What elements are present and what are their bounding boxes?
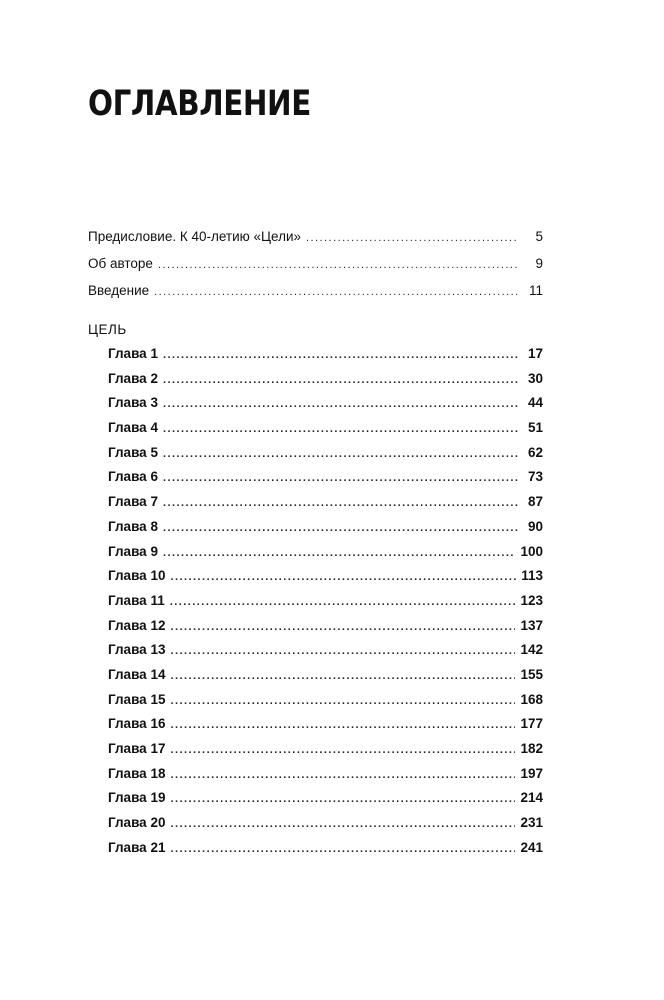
chapter-entry	[108, 840, 543, 865]
chapter-page: 113	[521, 568, 543, 584]
dot-leader	[170, 744, 515, 756]
chapter-label: Глава 16	[108, 716, 166, 732]
chapter-entry	[108, 766, 543, 791]
dot-leader	[170, 843, 515, 855]
chapter-label: Глава 1	[108, 346, 158, 361]
chapter-entry	[108, 346, 543, 371]
chapter-page: 30	[527, 370, 543, 386]
chapter-label: Глава 7	[108, 494, 158, 510]
dot-leader	[163, 522, 518, 534]
chapter-label: Глава 15	[108, 691, 166, 707]
chapter-page: 241	[520, 839, 543, 855]
dot-leader	[163, 374, 518, 386]
chapter-list	[108, 346, 543, 864]
chapter-page: 100	[520, 543, 543, 559]
chapter-label: Глава 20	[108, 815, 166, 831]
chapter-page: 214	[520, 790, 543, 806]
chapter-entry	[108, 568, 543, 593]
chapter-entry	[108, 593, 543, 618]
chapter-entry	[108, 692, 543, 717]
chapter-entry	[108, 741, 543, 766]
toc-entry-label: Предисловие. К 40-летию «Цели»	[88, 229, 301, 244]
chapter-label: Глава 3	[108, 395, 158, 411]
front-matter-list	[88, 229, 543, 309]
chapter-entry	[108, 716, 543, 741]
chapter-label: Глава 19	[108, 790, 166, 806]
toc-entry	[88, 283, 543, 310]
toc-entry	[88, 229, 543, 256]
chapter-page: 142	[520, 642, 543, 658]
chapter-page: 155	[520, 666, 543, 682]
chapter-page: 51	[527, 420, 543, 436]
chapter-entry	[108, 494, 543, 519]
dot-leader	[170, 645, 515, 657]
dot-leader	[170, 719, 515, 731]
dot-leader	[170, 621, 515, 633]
dot-leader	[170, 818, 515, 830]
chapter-label: Глава 10	[108, 568, 166, 584]
chapter-label: Глава 11	[108, 592, 165, 608]
chapter-entry	[108, 445, 543, 470]
chapter-entry	[108, 642, 543, 667]
toc-entry-label: Об авторе	[88, 255, 153, 271]
dot-leader	[170, 596, 516, 608]
dot-leader	[163, 497, 518, 509]
chapter-label: Глава 9	[108, 543, 158, 559]
toc-entry-page: 5	[535, 229, 543, 244]
chapter-entry	[108, 618, 543, 643]
dot-leader	[170, 695, 515, 707]
chapter-entry	[108, 420, 543, 445]
dot-leader	[170, 571, 516, 583]
chapter-label: Глава 12	[108, 617, 166, 633]
chapter-label: Глава 18	[108, 765, 166, 781]
chapter-entry	[108, 544, 543, 569]
chapter-page: 44	[527, 395, 543, 411]
chapter-label: Глава 17	[108, 741, 166, 756]
dot-leader	[154, 286, 518, 298]
dot-leader	[170, 670, 515, 682]
chapter-page: 168	[520, 691, 543, 707]
toc-entry-page: 11	[528, 282, 543, 298]
chapter-page: 87	[527, 494, 543, 510]
dot-leader	[163, 423, 518, 435]
dot-leader	[163, 349, 518, 361]
chapter-entry	[108, 790, 543, 815]
chapter-page: 177	[520, 716, 543, 732]
chapter-page: 197	[520, 765, 543, 781]
chapter-page: 137	[520, 617, 543, 633]
chapter-entry	[108, 667, 543, 692]
chapter-page: 231	[520, 815, 543, 831]
dot-leader	[163, 398, 518, 410]
chapter-entry	[108, 395, 543, 420]
chapter-label: Глава 21	[108, 839, 166, 855]
chapter-entry	[108, 469, 543, 494]
toc-entry	[88, 256, 543, 283]
page-title: ОГЛАВЛЕНИЕ	[88, 84, 311, 124]
chapter-label: Глава 14	[108, 666, 166, 682]
chapter-entry	[108, 519, 543, 544]
chapter-entry	[108, 371, 543, 396]
chapter-label: Глава 8	[108, 518, 158, 534]
chapter-entry	[108, 815, 543, 840]
dot-leader	[306, 232, 518, 244]
chapter-label: Глава 13	[108, 642, 166, 658]
chapter-page: 90	[527, 518, 543, 534]
section-title: ЦЕЛЬ	[88, 322, 127, 337]
chapter-label: Глава 4	[108, 420, 158, 436]
chapter-label: Глава 6	[108, 469, 158, 485]
chapter-page: 62	[527, 444, 543, 460]
dot-leader	[163, 472, 518, 484]
dot-leader	[170, 769, 515, 781]
chapter-page: 17	[527, 346, 543, 361]
chapter-page: 182	[520, 741, 543, 756]
dot-leader	[170, 793, 515, 805]
dot-leader	[158, 259, 518, 271]
chapter-page: 73	[527, 469, 543, 485]
toc-entry-page: 9	[535, 255, 543, 271]
chapter-label: Глава 2	[108, 370, 158, 386]
dot-leader	[163, 547, 516, 559]
chapter-label: Глава 5	[108, 444, 158, 460]
toc-entry-label: Введение	[88, 282, 150, 298]
dot-leader	[163, 448, 518, 460]
chapter-page: 123	[520, 592, 543, 608]
